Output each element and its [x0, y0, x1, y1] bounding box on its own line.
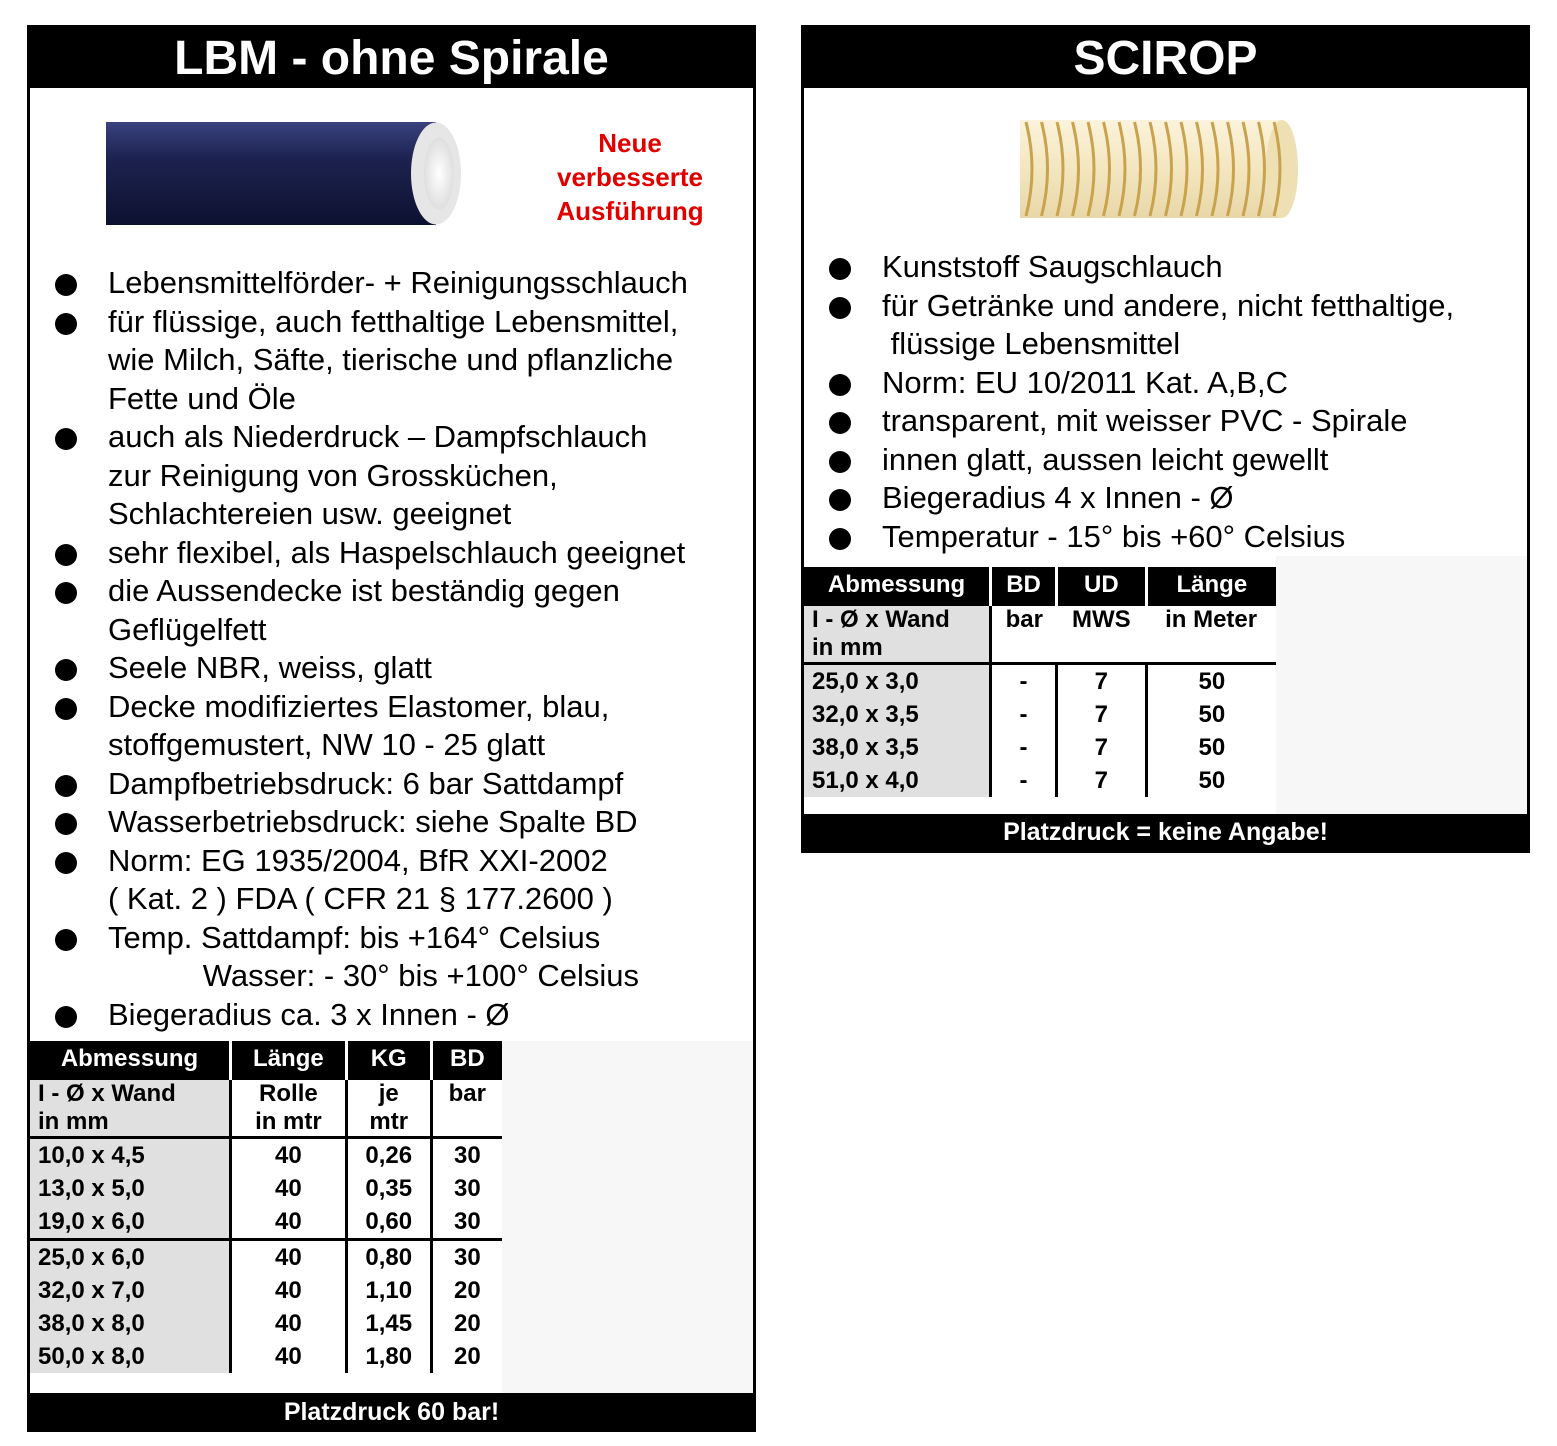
- table-cell: 40: [231, 1340, 347, 1373]
- column-header: Abmessung: [30, 1041, 231, 1079]
- unit-line: bar: [448, 1080, 486, 1107]
- feature-item: [30, 919, 753, 996]
- feature-text: Dampfbetriebsdruck: 6 bar Sattdampf: [108, 765, 624, 801]
- table-row: [30, 1138, 502, 1173]
- table-cell: 50: [1198, 733, 1226, 761]
- table-cell: 0,60: [346, 1205, 431, 1240]
- feature-text: ( Kat. 2 ) FDA ( CFR 21 § 177.2600 ): [108, 881, 613, 916]
- table-cell: 40: [231, 1307, 347, 1340]
- feature-text: Fette und Öle: [108, 380, 296, 416]
- table-row: [30, 1240, 502, 1275]
- unit-line: in Meter: [1165, 606, 1258, 633]
- table-cell: 50: [1198, 700, 1226, 728]
- dimension-table: [30, 1041, 502, 1373]
- table-cell: 38,0 x 8,0: [30, 1307, 231, 1340]
- feature-item: [30, 534, 753, 573]
- table-cell: -: [991, 664, 1057, 699]
- bullet-icon: [55, 852, 77, 874]
- feature-text: Norm: EG 1935/2004, BfR XXI-2002: [108, 842, 608, 878]
- table-cell: -: [991, 731, 1057, 764]
- unit-row: [804, 605, 1276, 664]
- column-header: Abmessung: [804, 567, 991, 605]
- dimension-table: [804, 567, 1276, 797]
- bullet-icon: [55, 544, 77, 566]
- table-cell: 1,10: [346, 1274, 431, 1307]
- table-row: [30, 1205, 502, 1240]
- column-header: Länge: [231, 1041, 347, 1079]
- unit-line: mtr: [369, 1108, 409, 1135]
- feature-text: Seele NBR, weiss, glatt: [108, 650, 432, 685]
- table-cell: 25,0 x 3,0: [804, 664, 991, 699]
- unit-line: in mm: [38, 1108, 109, 1135]
- improved-version-notice: [520, 126, 740, 228]
- feature-item: [30, 842, 753, 919]
- table-cell: 40: [231, 1138, 347, 1173]
- feature-item: [30, 765, 753, 804]
- notice-line: verbesserte: [557, 162, 703, 192]
- unit-cell: [30, 1079, 231, 1138]
- table-row: [30, 1307, 502, 1340]
- unit-cell: [346, 1079, 431, 1138]
- card-title: LBM - ohne Spirale: [30, 28, 753, 88]
- unit-cell: [1056, 605, 1146, 664]
- bullet-icon: [829, 489, 851, 511]
- feature-item: [804, 479, 1527, 518]
- product-card-lbm: [27, 25, 756, 1432]
- table-cell: 10,0 x 4,5: [30, 1138, 231, 1173]
- feature-item: [30, 264, 753, 303]
- feature-text: auch als Niederdruck – Dampfschlauch: [108, 419, 648, 454]
- unit-cell: [991, 605, 1057, 664]
- table-cell: 32,0 x 3,5: [804, 698, 991, 731]
- feature-text: Biegeradius ca. 3 x Innen - Ø: [108, 996, 510, 1032]
- table-cell: 40: [231, 1172, 347, 1205]
- bullet-icon: [829, 451, 851, 473]
- table-header-row: [804, 567, 1276, 605]
- unit-line: je: [378, 1080, 399, 1107]
- table-cell: 7: [1056, 698, 1146, 731]
- bullet-icon: [55, 929, 77, 951]
- bullet-icon: [55, 775, 77, 797]
- table-cell: 38,0 x 3,5: [804, 731, 991, 764]
- bullet-icon: [55, 1006, 77, 1028]
- feature-list: [804, 248, 1527, 556]
- unit-line: Rolle: [259, 1080, 318, 1107]
- column-header: UD: [1056, 567, 1146, 605]
- feature-text: für flüssige, auch fetthaltige Lebensmittel,: [108, 303, 679, 339]
- hose-image-spiral: [1020, 116, 1300, 222]
- table-cell: 50: [1198, 766, 1226, 794]
- table-cell: 50: [1146, 664, 1276, 699]
- table-cell: 30: [453, 1174, 481, 1202]
- feature-text: Decke modifiziertes Elastomer, blau,: [108, 688, 610, 724]
- feature-text: Wasserbetriebsdruck: siehe Spalte BD: [108, 804, 638, 839]
- bullet-icon: [829, 412, 851, 434]
- feature-item: [804, 248, 1527, 287]
- feature-item: [30, 572, 753, 649]
- notice-line: Ausführung: [556, 196, 704, 226]
- table-cell: 0,26: [346, 1138, 431, 1173]
- bullet-icon: [829, 297, 851, 319]
- table-cell: 40: [231, 1240, 347, 1275]
- feature-text: Wasser: - 30° bis +100° Celsius: [108, 958, 640, 993]
- bullet-icon: [55, 582, 77, 604]
- unit-line: MWS: [1072, 606, 1131, 633]
- unit-cell: [804, 605, 991, 664]
- column-header: KG: [346, 1041, 431, 1079]
- column-header: Länge: [1146, 567, 1276, 605]
- feature-item: [804, 287, 1527, 364]
- table-cell: 30: [431, 1240, 502, 1275]
- feature-text: Lebensmittelförder- + Reinigungsschlauch: [108, 265, 688, 300]
- table-cell: 20: [453, 1309, 481, 1337]
- unit-cell: [431, 1079, 502, 1138]
- table-side-space: [1276, 556, 1527, 814]
- unit-cell: [1146, 605, 1276, 664]
- unit-line: I - Ø x Wand: [38, 1080, 176, 1107]
- feature-item: [804, 364, 1527, 403]
- feature-text: die Aussendecke ist beständig gegen: [108, 573, 620, 608]
- table-cell: 7: [1056, 664, 1146, 699]
- feature-text: Temperatur - 15° bis +60° Celsius: [882, 518, 1346, 554]
- table-cell: 51,0 x 4,0: [804, 764, 991, 797]
- feature-text: Temp. Sattdampf: bis +164° Celsius: [108, 919, 601, 955]
- bullet-icon: [829, 258, 851, 280]
- table-cell: 7: [1056, 764, 1146, 797]
- feature-text: Geflügelfett: [108, 611, 267, 647]
- feature-text: Biegeradius 4 x Innen - Ø: [882, 480, 1234, 515]
- table-cell: 20: [453, 1276, 481, 1304]
- table-row: [30, 1340, 502, 1373]
- table-row: [30, 1274, 502, 1307]
- feature-text: innen glatt, aussen leicht gewellt: [882, 441, 1329, 477]
- unit-cell: [231, 1079, 347, 1138]
- table-cell: 7: [1056, 731, 1146, 764]
- product-card-scirop: [801, 25, 1530, 853]
- feature-item: [30, 649, 753, 688]
- unit-row: [30, 1079, 502, 1138]
- feature-text: Schlachtereien usw. geeignet: [108, 496, 512, 531]
- table-cell: 25,0 x 6,0: [30, 1240, 231, 1275]
- feature-text: transparent, mit weisser PVC - Spirale: [882, 403, 1408, 438]
- feature-text: zur Reinigung von Grossküchen,: [108, 457, 558, 493]
- table-cell: 30: [431, 1138, 502, 1173]
- table-cell: 32,0 x 7,0: [30, 1274, 231, 1307]
- table-cell: 20: [453, 1342, 481, 1370]
- bullet-icon: [829, 528, 851, 550]
- unit-line: I - Ø x Wand: [812, 606, 950, 633]
- column-header: BD: [431, 1041, 502, 1079]
- table-cell: 40: [231, 1274, 347, 1307]
- table-cell: 0,35: [346, 1172, 431, 1205]
- bullet-icon: [829, 374, 851, 396]
- feature-item: [30, 996, 753, 1035]
- table-header-row: [30, 1041, 502, 1079]
- table-cell: -: [991, 698, 1057, 731]
- feature-item: [804, 402, 1527, 441]
- table-cell: 50,0 x 8,0: [30, 1340, 231, 1373]
- feature-text: Norm: EU 10/2011 Kat. A,B,C: [882, 364, 1289, 400]
- table-cell: 19,0 x 6,0: [30, 1205, 231, 1240]
- table-row: [30, 1172, 502, 1205]
- burst-pressure-footer: Platzdruck 60 bar!: [30, 1393, 753, 1429]
- bullet-icon: [55, 698, 77, 720]
- feature-text: wie Milch, Säfte, tierische und pflanzliche: [108, 342, 674, 377]
- table-row: [804, 698, 1276, 731]
- feature-text: Kunststoff Saugschlauch: [882, 249, 1223, 284]
- burst-pressure-footer: Platzdruck = keine Angabe!: [804, 814, 1527, 850]
- table-row: [804, 664, 1276, 699]
- bullet-icon: [55, 813, 77, 835]
- table-cell: 13,0 x 5,0: [30, 1172, 231, 1205]
- column-header: BD: [991, 567, 1057, 605]
- feature-item: [804, 518, 1527, 557]
- hose-image-blue: [106, 120, 466, 230]
- table-cell: 40: [231, 1205, 347, 1240]
- feature-text: für Getränke und andere, nicht fetthaltige,: [882, 287, 1455, 323]
- unit-line: in mm: [812, 634, 883, 661]
- unit-line: bar: [1005, 606, 1043, 633]
- table-cell: 30: [453, 1207, 481, 1235]
- bullet-icon: [55, 313, 77, 335]
- table-row: [804, 764, 1276, 797]
- table-row: [804, 731, 1276, 764]
- table-cell: 1,45: [346, 1307, 431, 1340]
- card-title: SCIROP: [804, 28, 1527, 88]
- feature-item: [30, 803, 753, 842]
- feature-list: [30, 264, 753, 1034]
- feature-text: stoffgemustert, NW 10 - 25 glatt: [108, 727, 546, 762]
- notice-line: Neue: [598, 128, 662, 158]
- feature-text: flüssige Lebensmittel: [882, 326, 1181, 361]
- feature-text: sehr flexibel, als Haspelschlauch geeignet: [108, 534, 686, 570]
- feature-item: [30, 688, 753, 765]
- feature-item: [30, 418, 753, 534]
- table-cell: 1,80: [346, 1340, 431, 1373]
- table-cell: -: [991, 764, 1057, 797]
- bullet-icon: [55, 659, 77, 681]
- unit-line: in mtr: [255, 1108, 322, 1135]
- bullet-icon: [55, 274, 77, 296]
- feature-item: [804, 441, 1527, 480]
- bullet-icon: [55, 428, 77, 450]
- feature-item: [30, 303, 753, 419]
- table-side-space: [502, 1041, 753, 1393]
- table-cell: 0,80: [346, 1240, 431, 1275]
